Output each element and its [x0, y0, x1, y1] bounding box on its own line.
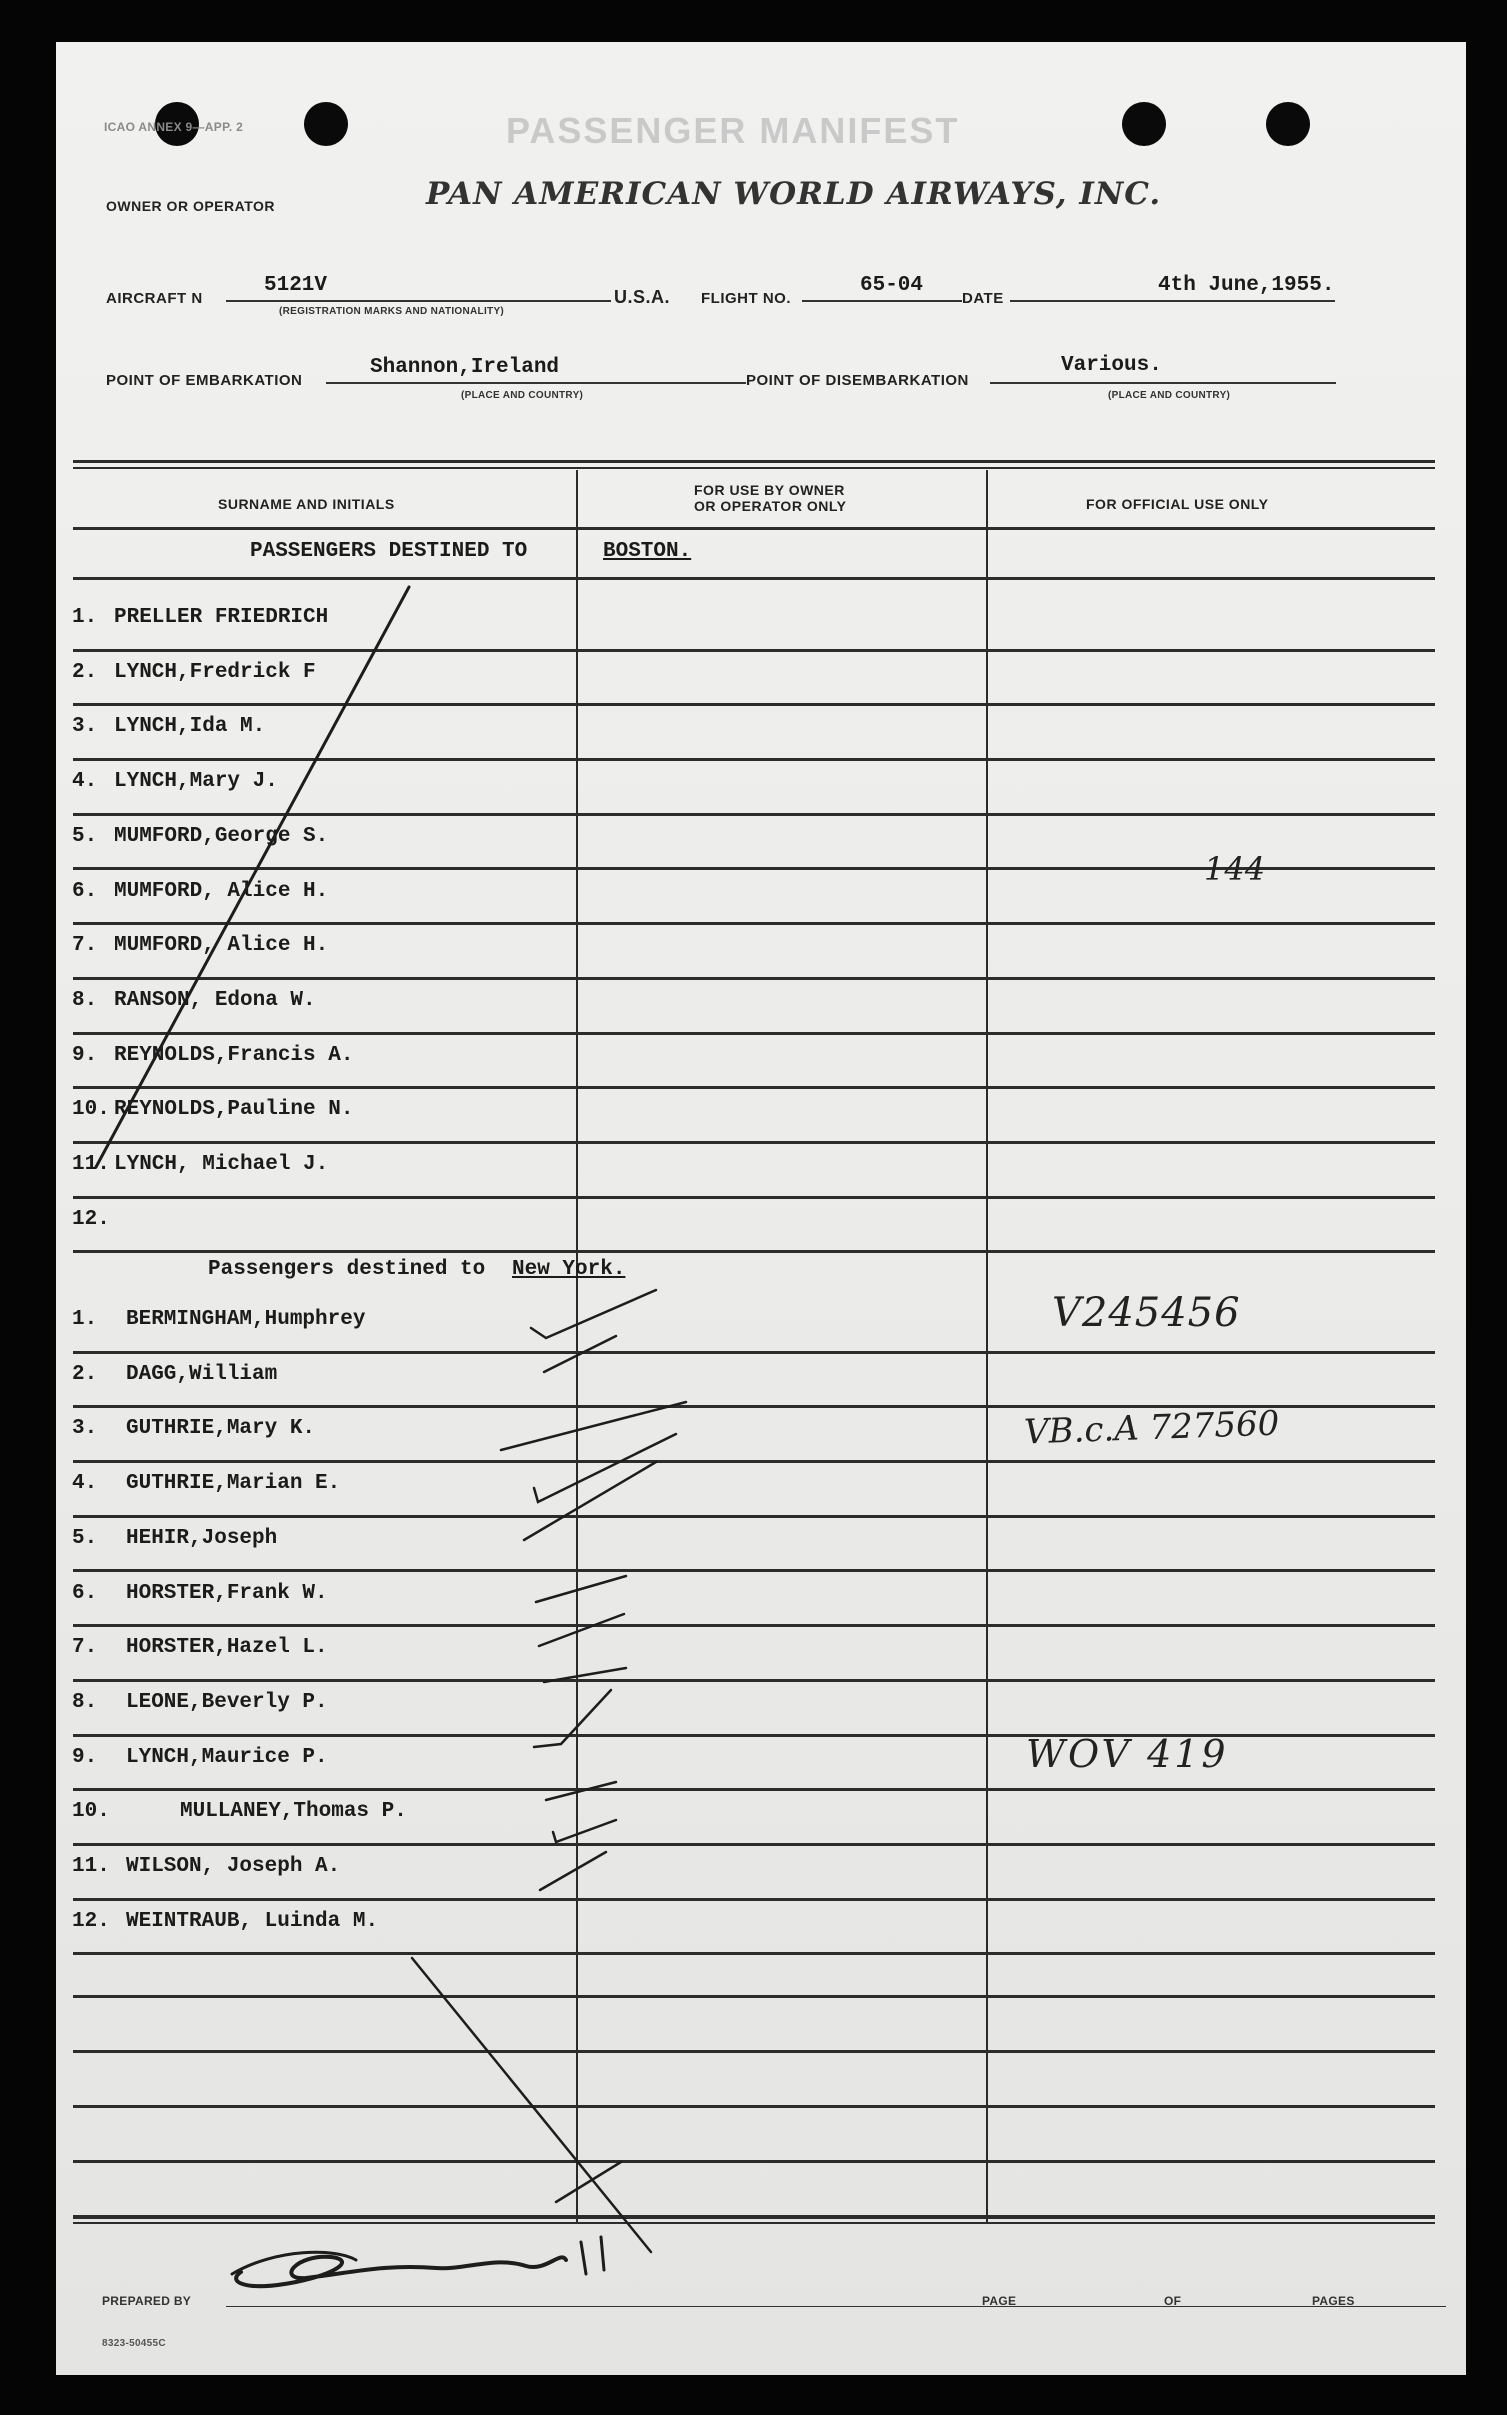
passenger-name: LYNCH,Maurice P. — [126, 1745, 328, 1769]
passenger-name: RANSON, Edona W. — [114, 988, 316, 1012]
check-mark — [544, 1336, 616, 1372]
disembark-caption: (PLACE AND COUNTRY) — [1108, 390, 1231, 401]
passenger-number: 1. — [72, 1308, 98, 1331]
form-code: ICAO ANNEX 9—APP. 2 — [104, 120, 244, 134]
pen-marks — [56, 42, 1466, 2375]
newyork-heading: Passengers destined to — [208, 1258, 486, 1281]
passenger-name: HORSTER,Frank W. — [126, 1581, 328, 1605]
col-header-owner-2: OR OPERATOR ONLY — [694, 498, 847, 514]
official-note-ny-1: V245456 — [1052, 1290, 1241, 1336]
passenger-name: MUMFORD, Alice H. — [114, 879, 329, 903]
passenger-name: DAGG,William — [126, 1362, 278, 1386]
passenger-number: 11. — [72, 1153, 110, 1176]
passenger-name: HORSTER,Hazel L. — [126, 1636, 328, 1660]
embark-label: POINT OF EMBARKATION — [106, 372, 303, 389]
col-header-name: SURNAME AND INITIALS — [218, 496, 395, 512]
passenger-name: REYNOLDS,Francis A. — [114, 1043, 354, 1067]
passenger-number: 4. — [72, 770, 98, 794]
official-note-144: 144 — [1204, 850, 1266, 888]
aircraft-value: 5121V — [264, 274, 328, 297]
embark-caption: (PLACE AND COUNTRY) — [461, 390, 584, 401]
official-note-ny-3: WOV 419 — [1026, 1732, 1229, 1776]
of-label: OF — [1164, 2294, 1182, 2308]
passenger-name: HEHIR,Joseph — [126, 1526, 278, 1550]
owner-name: PAN AMERICAN WORLD AIRWAYS, INC. — [426, 176, 1162, 212]
check-mark — [553, 1820, 616, 1842]
boston-heading: PASSENGERS DESTINED TO — [250, 540, 528, 563]
passenger-number: 9. — [72, 1043, 98, 1067]
passenger-number: 12. — [72, 1207, 110, 1231]
col-header-official: FOR OFFICIAL USE ONLY — [1086, 496, 1269, 512]
passenger-number: 9. — [72, 1745, 98, 1769]
passenger-name: LEONE,Beverly P. — [126, 1690, 328, 1714]
strike-through-line — [96, 587, 409, 1167]
passenger-number: 2. — [72, 660, 98, 684]
aircraft-label: AIRCRAFT N — [106, 290, 203, 307]
flight-label: FLIGHT NO. — [701, 290, 791, 307]
passenger-name: MULLANEY,Thomas P. — [180, 1800, 407, 1824]
print-code: 8323-50455C — [102, 2338, 166, 2349]
official-note-ny-2: VB.c.A 727560 — [1023, 1403, 1280, 1453]
passenger-number: 7. — [72, 934, 98, 958]
disembark-value: Various. — [1061, 354, 1162, 377]
passenger-number: 5. — [72, 1526, 98, 1550]
passenger-number: 4. — [72, 1472, 98, 1496]
passenger-name: PRELLER FRIEDRICH — [114, 606, 329, 629]
date-label: DATE — [962, 290, 1004, 307]
prepared-by-label: PREPARED BY — [102, 2294, 192, 2308]
passenger-number: 12. — [72, 1909, 110, 1933]
date-value: 4th June,1955. — [1158, 274, 1335, 297]
manifest-page — [56, 42, 1466, 2375]
passenger-number: 7. — [72, 1636, 98, 1660]
check-mark — [524, 1462, 656, 1540]
col-header-owner-1: FOR USE BY OWNER — [694, 482, 845, 498]
signature — [236, 2257, 566, 2286]
passenger-name: LYNCH,Fredrick F — [114, 660, 316, 684]
page-label: PAGE — [982, 2294, 1017, 2308]
passenger-number: 2. — [72, 1362, 98, 1386]
check-mark — [539, 1614, 624, 1646]
passenger-name: GUTHRIE,Marian E. — [126, 1472, 341, 1496]
passenger-name: WILSON, Joseph A. — [126, 1855, 341, 1878]
passenger-number: 6. — [72, 1581, 98, 1605]
disembark-label: POINT OF DISEMBARKATION — [746, 372, 969, 389]
passenger-number: 10. — [72, 1800, 110, 1824]
form-title: PASSENGER MANIFEST — [506, 110, 960, 151]
passenger-number: 8. — [72, 988, 98, 1012]
passenger-name: GUTHRIE,Mary K. — [126, 1417, 316, 1441]
nationality: U.S.A. — [614, 287, 671, 307]
signature — [581, 2237, 604, 2274]
check-mark — [534, 1690, 611, 1747]
passenger-name: MUMFORD,George S. — [114, 824, 329, 848]
owner-label: OWNER OR OPERATOR — [106, 198, 275, 214]
passenger-name: WEINTRAUB, Luinda M. — [126, 1909, 379, 1933]
passenger-number: 1. — [72, 606, 98, 629]
passenger-number: 11. — [72, 1855, 110, 1878]
aircraft-caption: (REGISTRATION MARKS AND NATIONALITY) — [279, 306, 505, 317]
check-mark — [531, 1290, 656, 1338]
embark-value: Shannon,Ireland — [370, 356, 560, 379]
passenger-name: REYNOLDS,Pauline N. — [114, 1098, 354, 1122]
passenger-number: 3. — [72, 1417, 98, 1441]
passenger-name: LYNCH, Michael J. — [114, 1153, 329, 1176]
passenger-number: 8. — [72, 1690, 98, 1714]
flight-value: 65-04 — [860, 274, 924, 297]
pages-label: PAGES — [1312, 2294, 1355, 2308]
passenger-number: 3. — [72, 715, 98, 739]
passenger-number: 10. — [72, 1098, 110, 1122]
passenger-number: 6. — [72, 879, 98, 903]
newyork-destination: New York. — [512, 1258, 626, 1281]
check-mark — [544, 1668, 626, 1682]
passenger-name: MUMFORD, Alice H. — [114, 934, 329, 958]
signature — [232, 2252, 356, 2274]
check-mark — [540, 1852, 606, 1890]
strike-through-line — [412, 1958, 651, 2252]
check-mark — [546, 1782, 616, 1800]
boston-destination: BOSTON. — [603, 540, 692, 563]
passenger-name: LYNCH,Ida M. — [114, 715, 266, 739]
passenger-number: 5. — [72, 824, 98, 848]
passenger-name: LYNCH,Mary J. — [114, 770, 278, 794]
check-mark — [556, 2162, 621, 2202]
check-mark — [536, 1576, 626, 1602]
passenger-name: BERMINGHAM,Humphrey — [126, 1308, 366, 1331]
